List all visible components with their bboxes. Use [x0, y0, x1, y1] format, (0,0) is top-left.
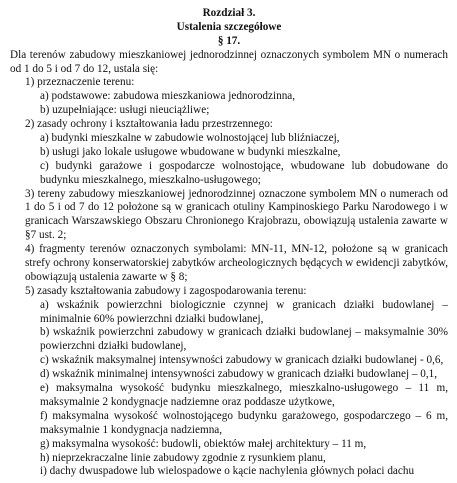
item-5-g: g) maksymalna wysokość: budowli, obiektów małej architektury – 11 m,: [40, 437, 367, 450]
item-5-title: 5) zasady kształtowania zabudowy i zagospodarowania terenu:: [25, 284, 307, 297]
item-2-title: 2) zasady ochrony i kształtowania ładu przestrzennego:: [25, 118, 273, 131]
item-2-a: a) budynki mieszkalne w zabudowie wolnostojącej lub bliźniaczej,: [40, 132, 340, 145]
chapter-heading: Rozdział 3.: [202, 7, 256, 19]
item-5-h: h) nieprzekraczalne linie zabudowy zgodnie z rysunkiem planu,: [40, 451, 326, 464]
chapter-title: Ustalenia szczegółowe: [176, 20, 282, 33]
item-2-c: c) budynki garażowe i gospodarcze wolnostojące, wbudowane lub dobudowane do budynku mieszkalnego, mieszkalno-usługowego;: [40, 159, 448, 186]
item-5-d: d) wskaźnik minimalnej intensywności zabudowy w granicach działki budowlanej – 0,1,: [40, 368, 438, 381]
item-2-b: b) usługi jako lokale usługowe wbudowane w budynki mieszkalne,: [40, 145, 341, 158]
item-5-e: e) maksymalna wysokość budynku mieszkalnego, mieszkalno-usługowego – 11 m, maksymalnie 2 kondygnacje nadziemne oraz poddasze użytkowe,: [40, 382, 448, 408]
item-1-b: b) uzupełniające: usługi nieuciążliwe;: [40, 104, 210, 117]
item-5-i: i) dachy dwuspadowe lub wielospadowe o kącie nachylenia głównych połaci dachu: [40, 465, 415, 478]
item-4: 4) fragmenty terenów oznaczonych symbolami: MN-11, MN-12, położone są w granicach strefy ochrony konserwatorskiej zabytków archeologicznych będących w ewidencji zabytków, obowiązują ustalenia zawarte w § 8;: [25, 243, 448, 283]
item-3: 3) tereny zabudowy mieszkaniowej jednorodzinnej oznaczone symbolem MN o numerach od 1 do 5 i od 7 do 12 położone są w granicach otuliny Kampinoskiego Parku Narodowego i w granicach Warszawskiego Obszaru Chronionego Krajobrazu, obowiązują ustalenia zawarte w §7 ust. 2;: [25, 187, 448, 242]
item-5-c: c) wskaźnik maksymalnej intensywności zabudowy w granicach działki budowlanej - 0,6,: [40, 354, 444, 367]
intro-paragraph: Dla terenów zabudowy mieszkaniowej jednorodzinnej oznaczonych symbolem MN o numerach od 1 do 5 i od 7 do 12, ustala się:: [10, 48, 448, 75]
item-5-b: b) wskaźnik powierzchni zabudowy w granicach działki budowlanej – maksymalnie 30% powierzchni działki budowlanej,: [40, 326, 448, 353]
item-1-a: a) podstawowe: zabudowa mieszkaniowa jednorodzinna,: [40, 90, 296, 103]
item-5-f: f) maksymalna wysokość wolnostojącego budynku garażowego, gospodarczego – 6 m, maksymalnie 1 kondygnacja nadziemna,: [40, 409, 448, 436]
item-5-a: a) wskaźnik powierzchni biologicznie czynnej w granicach działki budowlanej – minimalnie 60% powierzchni działki budowlanej,: [40, 298, 448, 325]
item-1-title: 1) przeznaczenie terenu:: [25, 76, 135, 89]
section-number: § 17.: [217, 34, 241, 47]
